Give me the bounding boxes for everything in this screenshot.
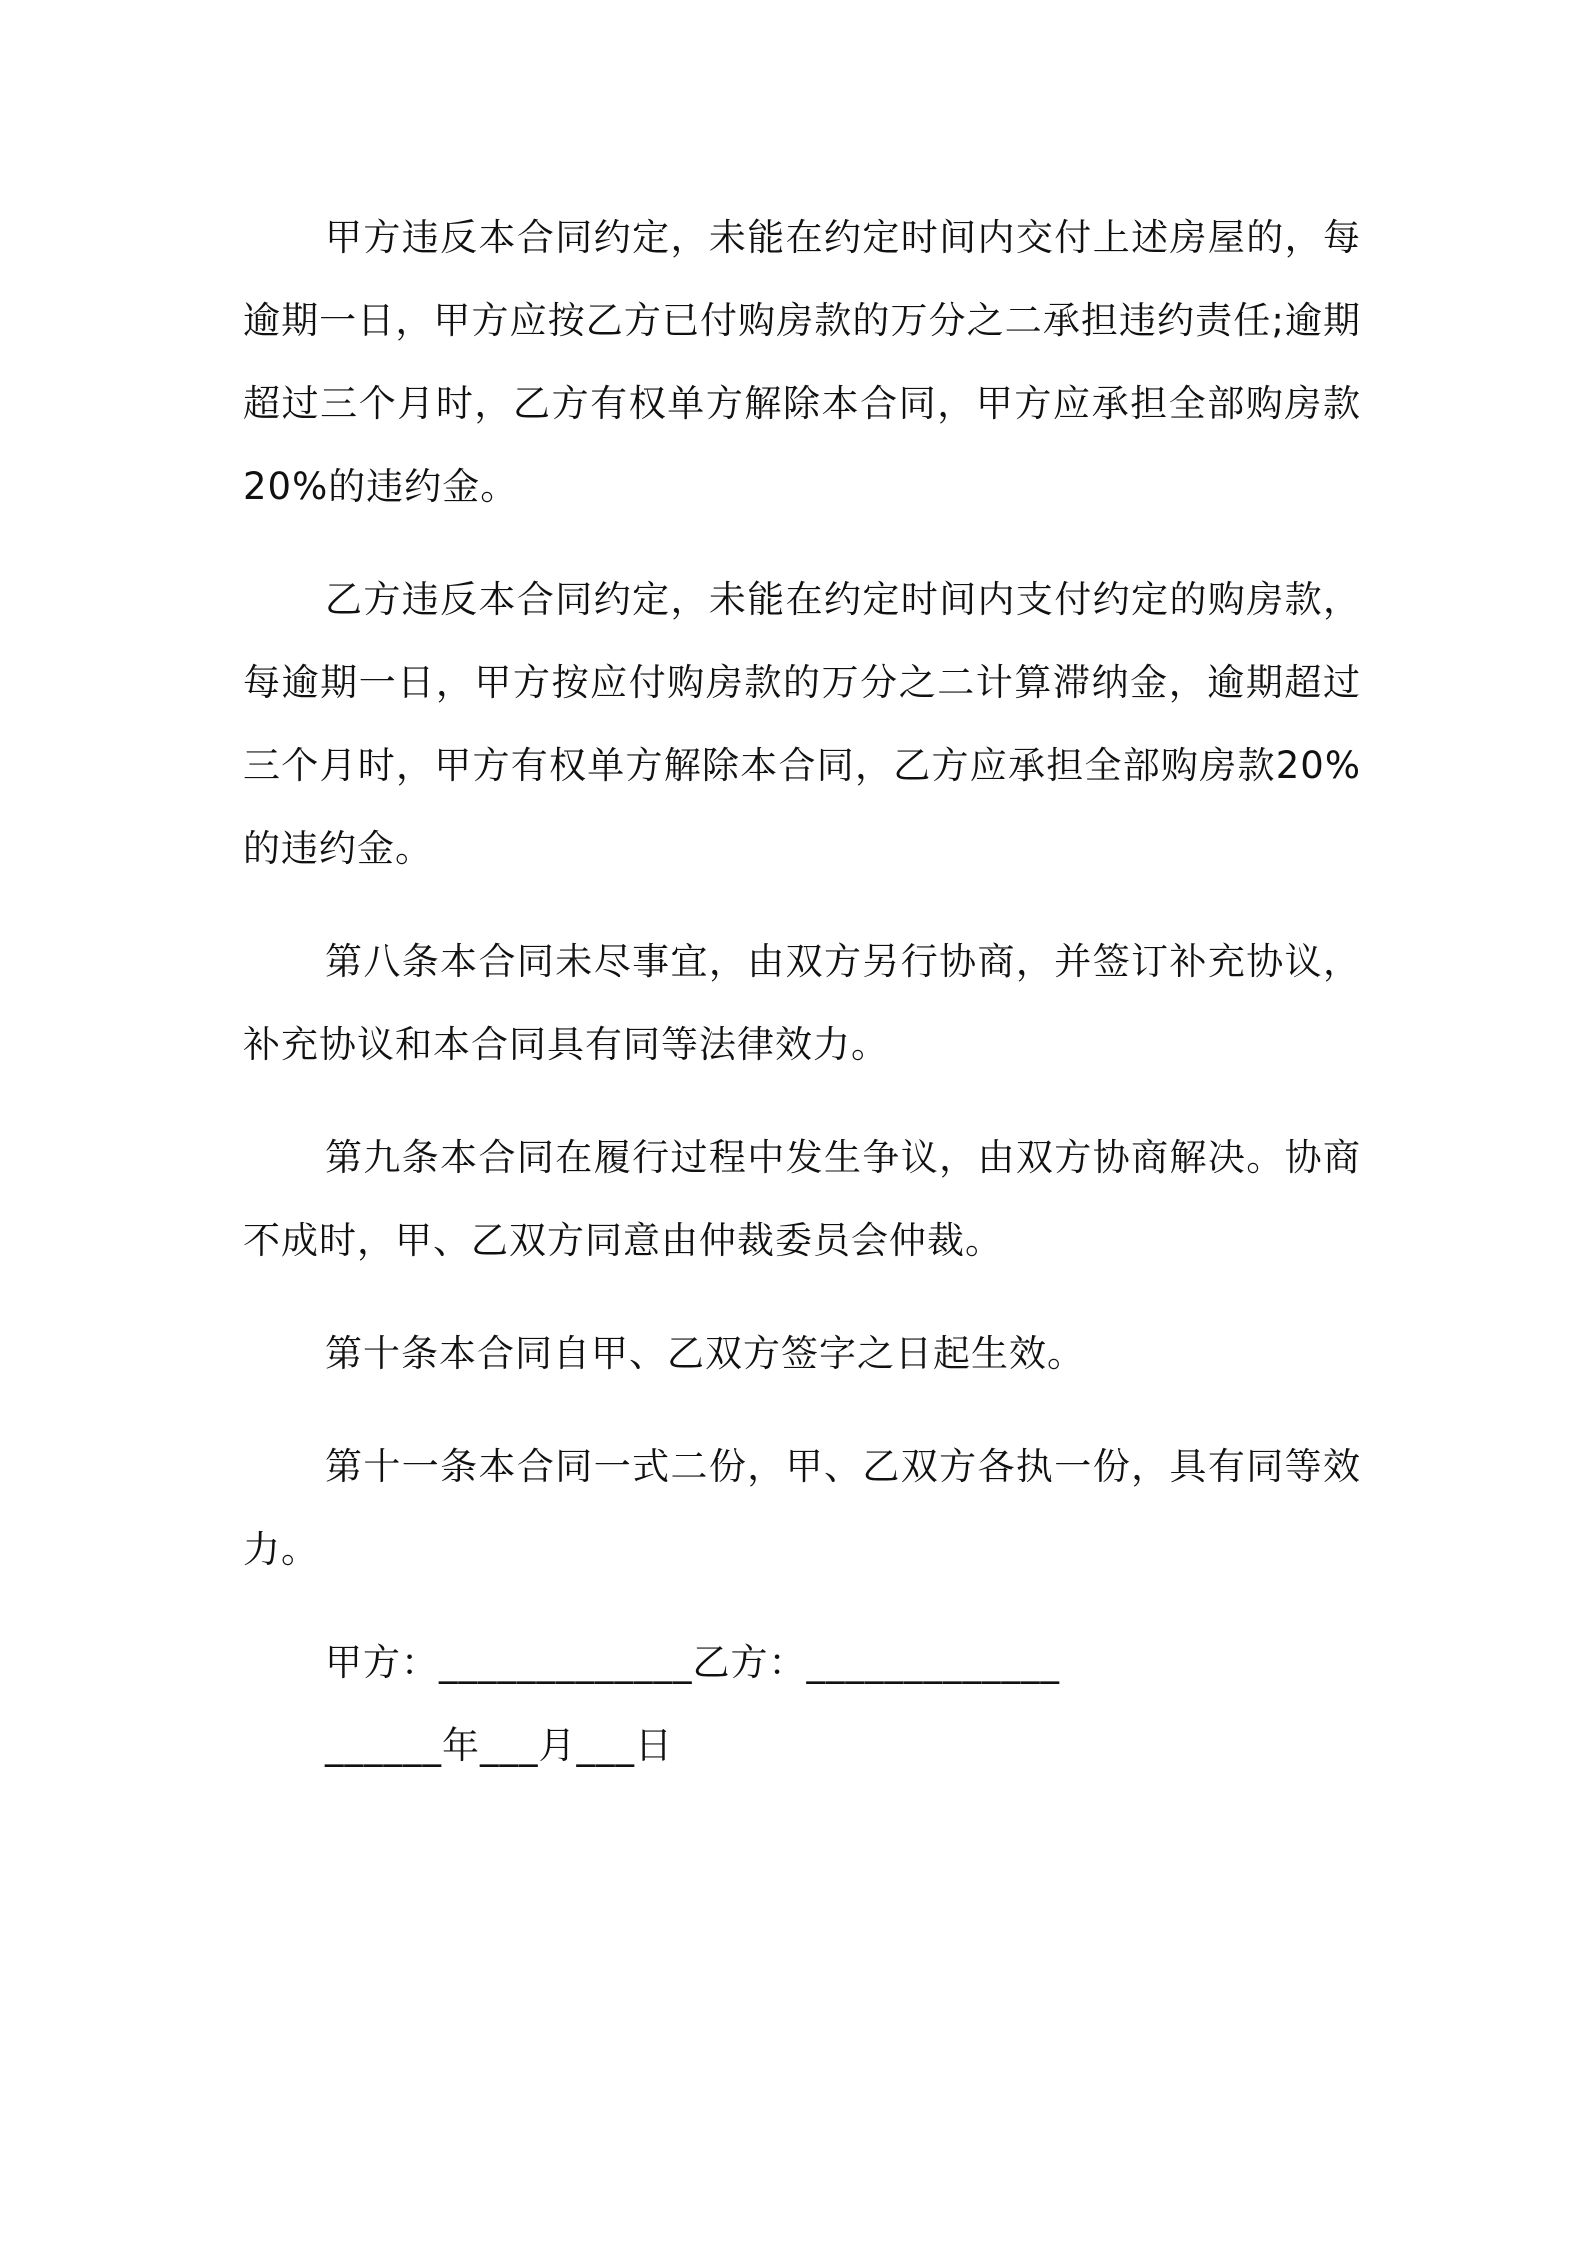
- clause-article-11: 第十一条本合同一式二份，甲、乙双方各执一份，具有同等效力。: [243, 1445, 1361, 1571]
- contract-body: [243, 196, 1361, 1787]
- signature-line: 甲方：_____________乙方：_____________: [325, 1641, 1060, 1684]
- clause-article-8: 第八条本合同未尽事宜，由双方另行协商，并签订补充协议，补充协议和本合同具有同等法律效力。: [243, 940, 1361, 1066]
- clause-party-b-breach: 乙方违反本合同约定，未能在约定时间内支付约定的购房款，每逾期一日，甲方按应付购房款的万分之二计算滞纳金，逾期超过三个月时，甲方有权单方解除本合同，乙方应承担全部购房款20%的违约金。: [243, 578, 1361, 870]
- clause-party-a-breach: 甲方违反本合同约定，未能在约定时间内交付上述房屋的，每逾期一日，甲方应按乙方已付购房款的万分之二承担违约责任;逾期超过三个月时，乙方有权单方解除本合同，甲方应承担全部购房款 20%的违约金。: [243, 216, 1361, 508]
- clause-article-9: 第九条本合同在履行过程中发生争议，由双方协商解决。协商不成时，甲、乙双方同意由仲裁委员会仲裁。: [243, 1136, 1361, 1262]
- date-line: ______年___月___日: [325, 1724, 673, 1767]
- clause-article-10: 第十条本合同自甲、乙双方签字之日起生效。: [325, 1332, 1085, 1375]
